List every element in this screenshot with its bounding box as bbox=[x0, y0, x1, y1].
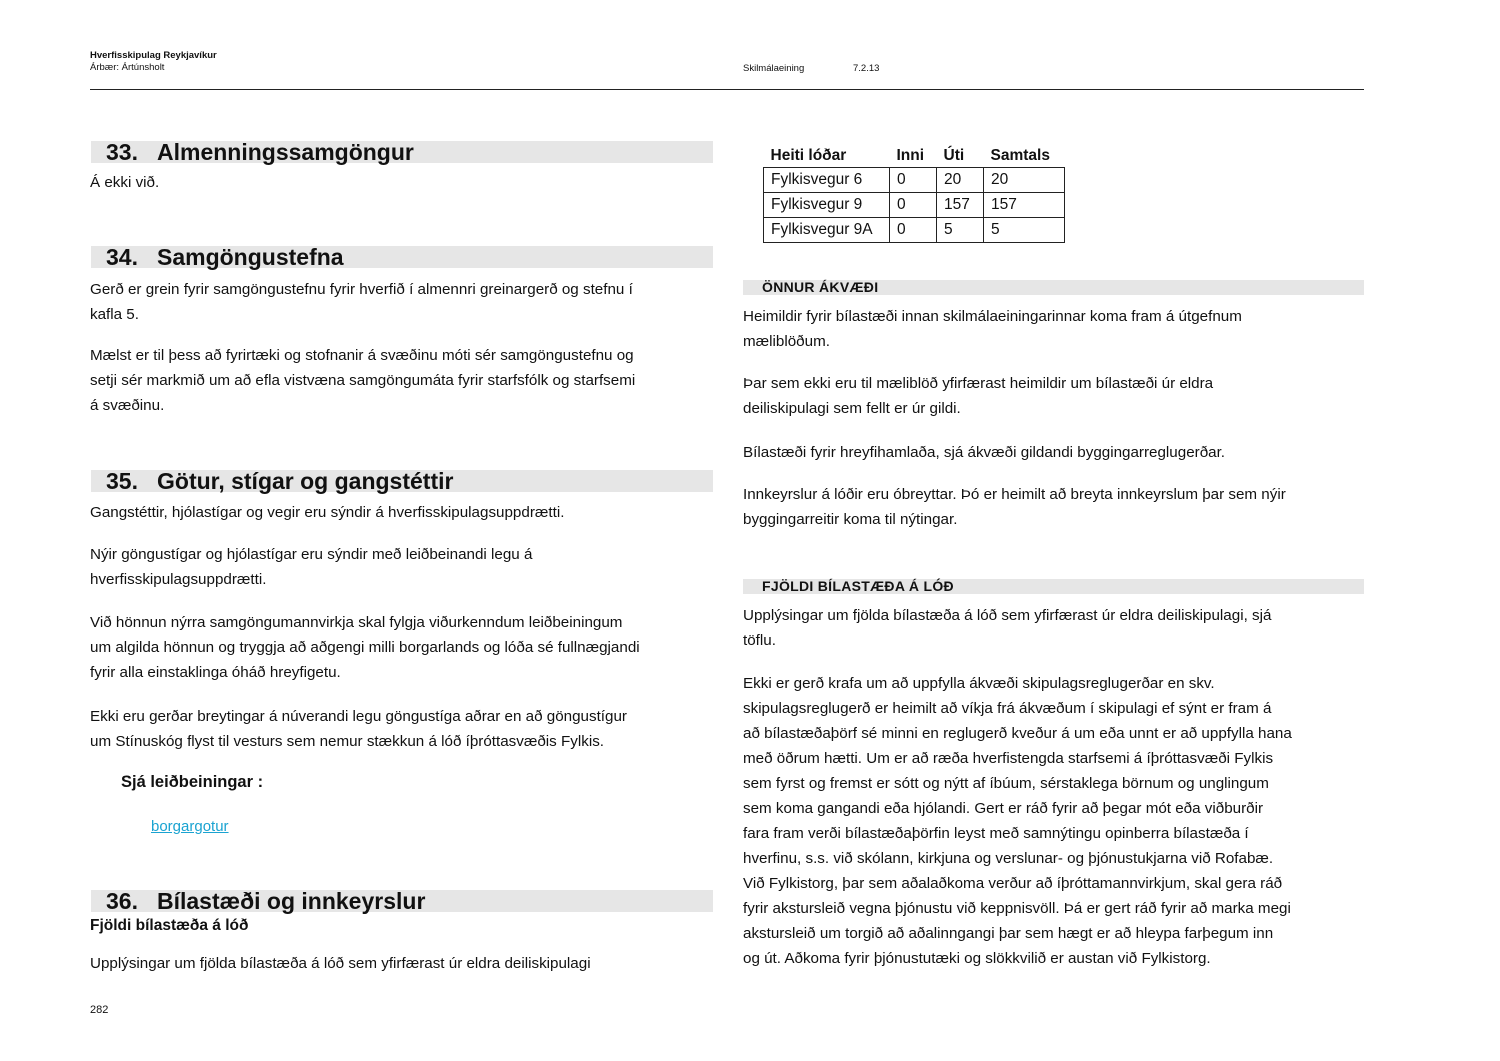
table-cell: Fylkisvegur 6 bbox=[764, 168, 890, 193]
text-line: Þar sem ekki eru til mæliblöð yfirfærast heimildir um bílastæði úr eldra bbox=[743, 375, 1214, 392]
text-line: akstursleið um torgið að aðalinngangi þar sem hægt er að hleypa farþegum inn bbox=[743, 925, 1274, 942]
subsection-title: ÖNNUR ÁKVÆÐI bbox=[762, 279, 879, 295]
subheading: Fjöldi bílastæða á lóð bbox=[90, 917, 249, 934]
paragraph bbox=[743, 671, 1292, 971]
text-line: Upplýsingar um fjölda bílastæða á lóð sem yfirfærast úr eldra deiliskipulagi, sjá bbox=[743, 607, 1272, 624]
paragraph bbox=[90, 610, 640, 685]
text-line: setji sér markmið um að efla vistvæna samgöngumáta fyrir starfsfólk og starfsemi bbox=[90, 372, 636, 389]
column-header: Heiti lóðar bbox=[770, 146, 847, 164]
paragraph bbox=[90, 951, 591, 976]
text-line: um Stínuskóg flyst til vesturs sem nemur stækkun á lóð íþróttasvæðis Fylkis. bbox=[90, 733, 605, 750]
paragraph bbox=[743, 371, 1213, 421]
section-title: Samgöngustefna bbox=[157, 244, 344, 270]
table-row bbox=[764, 168, 1065, 193]
section-title: Bílastæði og innkeyrslur bbox=[157, 888, 426, 914]
text-line: og út. Aðkoma fyrir þjónustutæki og slökkvilið er austan við Fylkistorg. bbox=[743, 950, 1211, 967]
text-line: Gangstéttir, hjólastígar og vegir eru sýndir á hverfisskipulagsuppdrætti. bbox=[90, 504, 565, 521]
text-line: Við Fylkistorg, þar sem aðalaðkoma verður að íþróttamannvirkjum, skal gera ráð bbox=[743, 875, 1283, 892]
text-line: fyrir alla einstaklinga óháð hreyfigetu. bbox=[90, 664, 341, 681]
guidelines-label: Sjá leiðbeiningar : bbox=[121, 773, 264, 791]
table-cell: 20 bbox=[984, 168, 1065, 193]
table-cell: 5 bbox=[937, 218, 984, 243]
unit-number: 7.2.13 bbox=[853, 63, 880, 74]
section-number: 33. bbox=[106, 139, 138, 165]
text-line: skipulagsreglugerð er heimilt að víkja frá ákvæðum í skipulagi ef sýnt er fram á bbox=[743, 700, 1272, 717]
text-line: Nýir göngustígar og hjólastígar eru sýndir með leiðbeinandi legu á bbox=[90, 546, 533, 563]
text-line: sem koma gangandi eða hjólandi. Gert er ráð fyrir að þegar mót eða viðburðir bbox=[743, 800, 1264, 817]
text-line: Mælst er til þess að fyrirtæki og stofnanir á svæðinu móti sér samgöngustefnu og bbox=[90, 347, 634, 364]
text-line: fyrir akstursleið vegna þjónustu við keppnisvöll. Þá er gert ráð fyrir að marka megi bbox=[743, 900, 1291, 917]
text-line: kafla 5. bbox=[90, 306, 139, 323]
text-line: að bílastæðaþörf sé minni en reglugerð kveður á um eða unnt er að uppfylla hana bbox=[743, 725, 1292, 742]
table-cell: Fylkisvegur 9 bbox=[764, 193, 890, 218]
text-line: mæliblöðum. bbox=[743, 333, 830, 350]
text-line: Á ekki við. bbox=[90, 174, 160, 191]
guidelines-link[interactable]: borgargotur bbox=[151, 818, 229, 835]
table-row bbox=[764, 193, 1065, 218]
column-header: Úti bbox=[943, 146, 965, 164]
parking-table bbox=[763, 144, 1065, 243]
header-divider bbox=[90, 89, 1364, 90]
page-number: 282 bbox=[90, 1004, 109, 1016]
table-cell: 0 bbox=[890, 168, 937, 193]
text-line: deiliskipulagi sem fellt er úr gildi. bbox=[743, 400, 961, 417]
text-line: Upplýsingar um fjölda bílastæða á lóð sem yfirfærast úr eldra deiliskipulagi bbox=[90, 955, 591, 972]
subsection-title: FJÖLDI BÍLASTÆÐA Á LÓÐ bbox=[762, 578, 954, 594]
text-line: Ekki er gerð krafa um að uppfylla ákvæði skipulagsreglugerðar en skv. bbox=[743, 675, 1215, 692]
document-subtitle: Árbær: Ártúnsholt bbox=[90, 62, 165, 73]
document-title: Hverfisskipulag Reykjavíkur bbox=[90, 50, 217, 61]
paragraph bbox=[90, 343, 635, 418]
section-number: 35. bbox=[106, 468, 138, 494]
paragraph bbox=[90, 542, 532, 592]
table-cell: 20 bbox=[937, 168, 984, 193]
text-line: Gerð er grein fyrir samgöngustefnu fyrir hverfið í almennri greinargerð og stefnu í bbox=[90, 281, 633, 298]
subsection-heading-other-provisions bbox=[743, 280, 1364, 295]
paragraph bbox=[743, 440, 1225, 465]
table-cell: 0 bbox=[890, 193, 937, 218]
section-number: 36. bbox=[106, 888, 138, 914]
text-line: á svæðinu. bbox=[90, 397, 165, 414]
paragraph bbox=[90, 277, 633, 327]
column-header: Samtals bbox=[990, 146, 1050, 164]
section-heading-36 bbox=[91, 890, 713, 912]
text-line: Heimildir fyrir bílastæði innan skilmálaeiningarinnar koma fram á útgefnum bbox=[743, 308, 1242, 325]
section-heading-35 bbox=[91, 470, 713, 492]
section-heading-33 bbox=[91, 141, 713, 163]
table-cell: 0 bbox=[890, 218, 937, 243]
section-title: Götur, stígar og gangstéttir bbox=[157, 468, 454, 494]
text-line: um algilda hönnun og tryggja að aðgengi milli borgarlands og lóða sé fullnægjandi bbox=[90, 639, 640, 656]
text-line: töflu. bbox=[743, 632, 776, 649]
text-line: Bílastæði fyrir hreyfihamlaða, sjá ákvæði gildandi byggingarreglugerðar. bbox=[743, 444, 1226, 461]
table-cell: Fylkisvegur 9A bbox=[764, 218, 890, 243]
text-line: Ekki eru gerðar breytingar á núverandi legu göngustíga aðrar en að göngustígur bbox=[90, 708, 627, 725]
text-line: Við hönnun nýrra samgöngumannvirkja skal fylgja viðurkenndum leiðbeiningum bbox=[90, 614, 623, 631]
text-line: með öðrum hætti. Um er að ræða hverfistengda starfsemi á íþróttasvæði Fylkis bbox=[743, 750, 1274, 767]
column-header: Inni bbox=[896, 146, 925, 164]
paragraph bbox=[90, 170, 159, 195]
table-cell: 157 bbox=[937, 193, 984, 218]
paragraph bbox=[743, 603, 1271, 653]
table-row bbox=[764, 218, 1065, 243]
text-line: byggingarreitir koma til nýtingar. bbox=[743, 511, 958, 528]
table-cell: 5 bbox=[984, 218, 1065, 243]
section-title: Almenningssamgöngur bbox=[157, 139, 414, 165]
section-heading-34 bbox=[91, 246, 713, 268]
text-line: hverfisskipulagsuppdrætti. bbox=[90, 571, 267, 588]
table-header-row bbox=[764, 144, 1065, 168]
paragraph bbox=[743, 304, 1242, 354]
subsection-heading-parking-count bbox=[743, 579, 1364, 594]
paragraph bbox=[90, 500, 564, 525]
paragraph bbox=[743, 482, 1286, 532]
text-line: Innkeyrslur á lóðir eru óbreyttar. Þó er heimilt að breyta innkeyrslum þar sem nýir bbox=[743, 486, 1286, 503]
table-cell: 157 bbox=[984, 193, 1065, 218]
text-line: fara fram verði bílastæðaþörfin leyst með samnýtingu opinberra bílastæða í bbox=[743, 825, 1249, 842]
text-line: hverfinu, s.s. við skólann, kirkjuna og verslunar- og þjónustukjarna við Rofabæ. bbox=[743, 850, 1274, 867]
paragraph bbox=[90, 704, 627, 754]
text-line: sem fyrst og fremst er sótt og nýtt af íbúum, sérstaklega börnum og unglingum bbox=[743, 775, 1269, 792]
unit-label: Skilmálaeining bbox=[743, 63, 805, 74]
section-number: 34. bbox=[106, 244, 138, 270]
